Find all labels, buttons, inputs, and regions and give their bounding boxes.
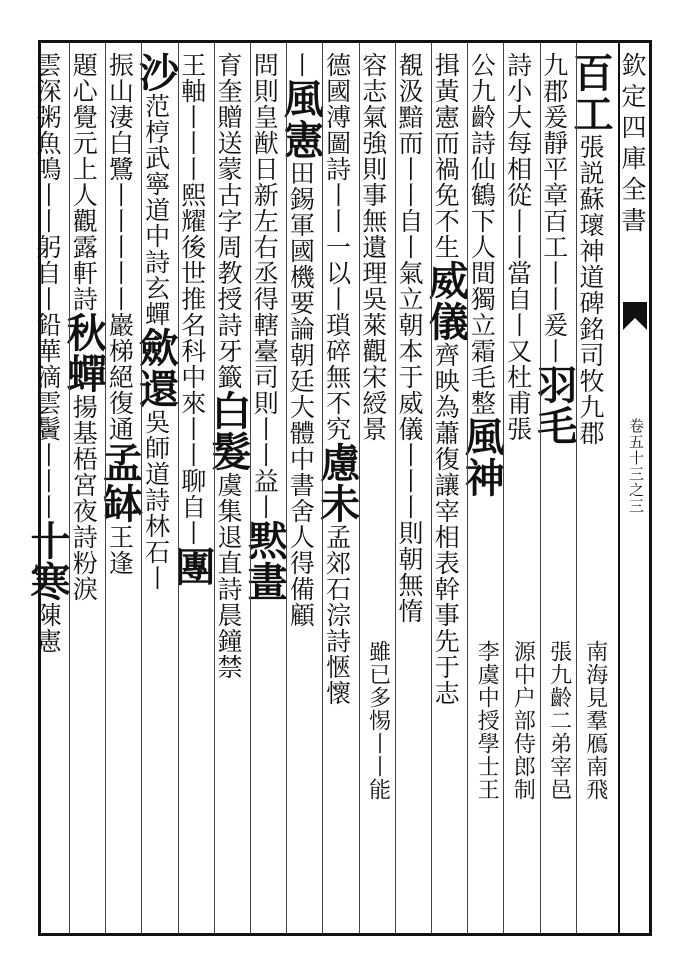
column-rule [395,43,396,933]
text-column [96,52,144,928]
text-column [395,52,429,928]
column-rule [431,43,432,933]
text-column [132,52,180,928]
column-rule [322,43,323,933]
column-text: 容志氣強則事無遺理吳萊觀宋綬景 [358,52,388,442]
entry-heading: 秋蟬 [60,312,108,394]
text-column [23,52,71,928]
entry-heading: 白髮 [204,390,252,472]
column-text: 丨 [286,52,316,78]
book-title: 欽定四庫全書 [618,52,647,238]
column-rule [503,43,504,933]
column-text: 揚基梧宮夜詩粉淚 [69,394,99,602]
annotation-text: 李虞中授學士王 [474,640,500,801]
annotation-text: 雖已多惕丨丨能 [365,640,391,801]
text-column [313,52,361,928]
column-text: 德國溥圖詩丨丨一以丨瑣碎無不究 [322,52,352,442]
column-rule [250,43,251,933]
column-text: 詩小大每相從丨丨當自丨又杜甫張 [503,52,533,442]
column-text: 雲深粥魚鳴丨丨躬自丨 [32,52,62,312]
text-column [60,52,108,928]
column-text: 鉛華滴雲鬢丨丨丨 [32,312,62,520]
column-text: 陳憲 [32,602,62,654]
annotation-text: 南海見羣鴈南飛 [582,640,608,801]
entry-heading: 沙 [132,52,180,93]
column-rule [540,43,541,933]
entry-heading: 百工 [566,52,614,134]
text-column [168,52,216,928]
column-text: 中來丨丨聊自丨 [177,364,207,546]
column-text: 吳師道詩林石丨 [141,409,171,591]
text-column [277,52,325,928]
column-rule [69,43,70,933]
column-rule [467,43,468,933]
column-rule [576,43,577,933]
entry-heading: 風憲 [277,78,325,160]
annotation-text: 張九齡二弟宰邑 [546,640,572,801]
entry-heading: 團 [168,546,216,587]
column-text: 公九齡詩仙鶴下人間獨立霜毛整 [467,52,497,416]
entry-heading: 歛還 [132,327,180,409]
volume-number: 卷五十三之三 [627,418,645,514]
column-text: 育奎贈送蒙古字周教授詩牙籤 [213,52,243,390]
column-text: 九郡爰靜平章百工丨丨爰丨 [539,52,569,364]
entry-heading: 威儀 [422,260,470,342]
column-rule [141,43,142,933]
column-text: 范梈武寧道中詩玄蟬 [141,93,171,327]
column-rule [105,43,106,933]
annotation-text: 源中户部侍郎制 [510,640,536,801]
column-text: 張説蘇瓌神道碑銘司牧九郡 [575,134,605,446]
column-rule [214,43,215,933]
column-text: 氣立朝本于威儀丨丨丨則朝無惰 [394,260,424,624]
fish-tail-mark [622,300,648,336]
column-text: 王軸丨丨丨熙耀後世推名科 [177,52,207,364]
entry-heading: 十寒 [23,520,71,602]
column-rule [359,43,360,933]
entry-heading: 羽毛 [530,364,578,446]
entry-heading: 孟缽 [96,442,144,524]
column-text: 問則皇猷日新左右丞得轄臺司則丨丨益丨 [250,52,280,520]
column-text: 虞集退直詩晨鐘禁 [213,472,243,680]
entry-heading: 黙畫 [241,520,289,602]
column-rule [286,43,287,933]
entry-heading: 慮未 [313,442,361,524]
column-text: 揖黃憲而禍免不生 [431,52,461,260]
entry-heading: 風神 [458,416,506,498]
column-rule [178,43,179,933]
column-text: 王逢 [105,524,135,576]
column-text: 覩汲黯而丨丨自丨 [394,52,424,260]
column-text: 丨丨巖梯絕復通 [105,260,135,442]
column-text: 題心覺元上人觀露軒詩 [69,52,99,312]
column-text: 田錫軍國機要論朝廷大體中書舍人得備顧 [286,160,316,628]
column-text: 齊映為蕭復讓宰相表幹事先于志 [431,342,461,706]
column-text: 孟郊石淙詩愜懷 [322,524,352,706]
text-column [422,52,470,928]
text-column [241,52,289,928]
column-text: 振山淒白鷺丨丨丨 [105,52,135,260]
text-column [204,52,252,928]
